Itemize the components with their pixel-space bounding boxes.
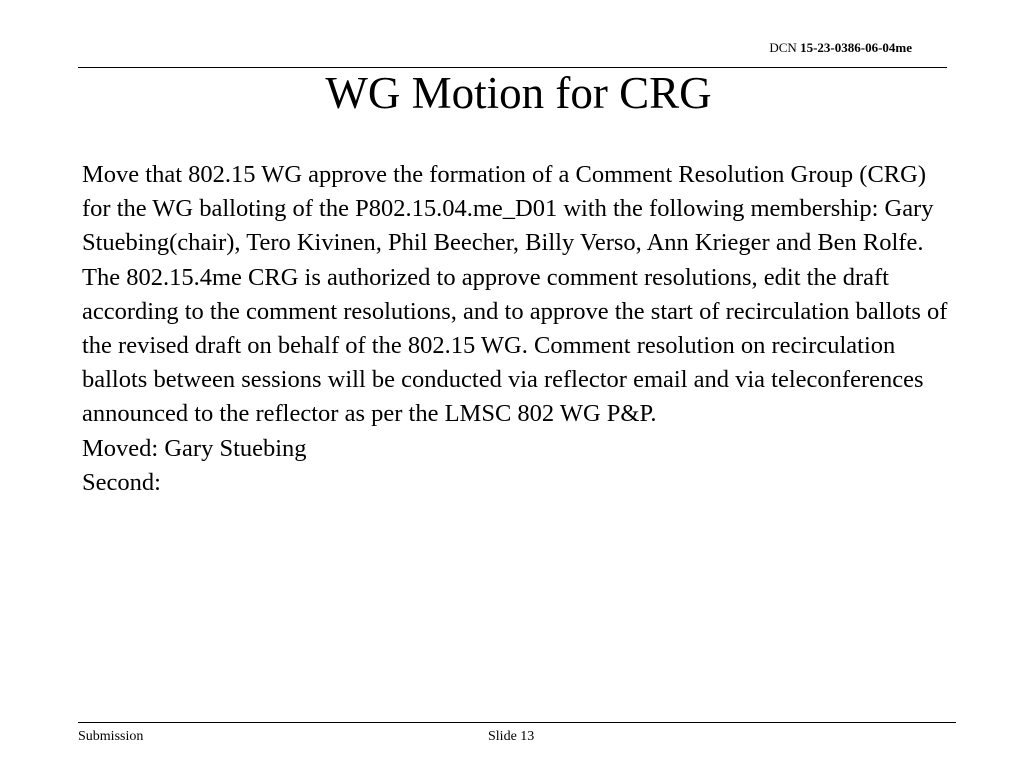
slide-body xyxy=(82,158,952,500)
footer-submission: Submission xyxy=(78,729,144,744)
dcn-number: 15-23-0386-06-04me xyxy=(800,40,912,55)
footer-divider xyxy=(78,722,956,723)
footer-slide-number: Slide 13 xyxy=(488,729,535,744)
second-line: Second: xyxy=(82,468,161,496)
document-control-number xyxy=(769,40,912,56)
slide-title: WG Motion for CRG xyxy=(325,68,712,118)
moved-line: Moved: Gary Stuebing xyxy=(82,434,307,462)
dcn-label: DCN xyxy=(769,40,797,55)
motion-text: Move that 802.15 WG approve the formation of a Comment Resolution Group (CRG) for the WG balloting of the P802.15.04.me_D01 with the following membership: Gary Stuebing(chair), Tero Kivinen, Phil Beecher, Billy Verso, Ann Krieger and Ben Rolfe. The 802.15.4me CRG is authorized to approve comment resolutions, edit the draft according to the comment resolutions, and to approve the start of recirculation ballots of the revised draft on behalf of the 802.15 WG. Comment resolution on recirculation ballots between sessions will be conducted via reflector email and via teleconferences announced to the reflector as per the LMSC 802 WG P&P. xyxy=(82,161,948,428)
